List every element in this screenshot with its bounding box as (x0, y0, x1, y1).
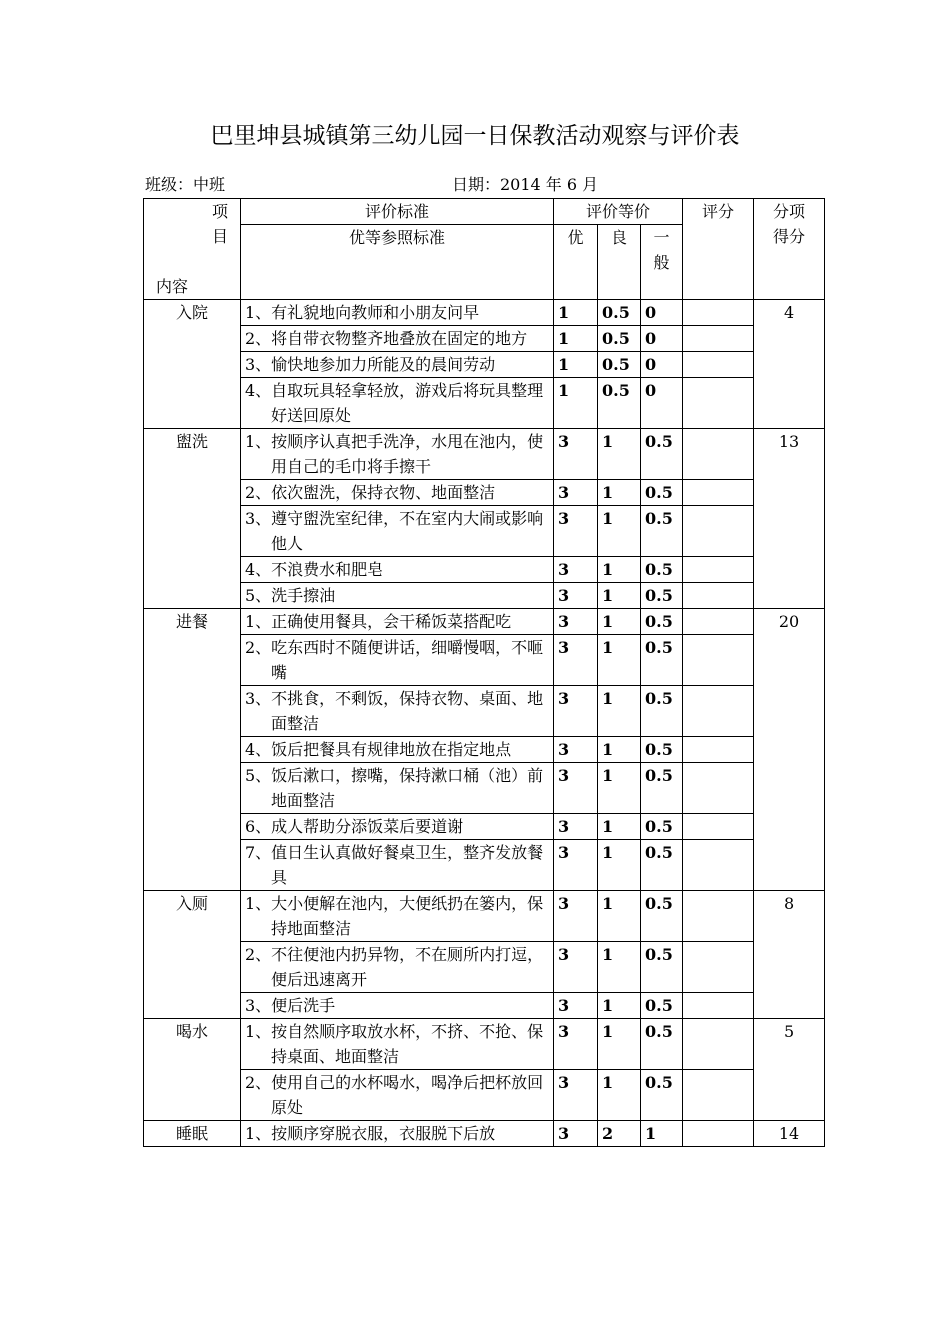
points-excellent: 3 (554, 840, 598, 891)
points-good: 1 (598, 942, 641, 993)
section-name: 喝水 (144, 1019, 241, 1121)
points-good: 1 (598, 686, 641, 737)
table-row (144, 352, 825, 378)
section-name: 入厕 (144, 891, 241, 1019)
score-cell[interactable] (683, 993, 754, 1019)
header-fair-line2: 般 (653, 253, 670, 272)
points-excellent: 3 (554, 737, 598, 763)
criterion-text: 2、吃东西时不随便讲话，细嚼慢咽，不咂嘴 (245, 638, 544, 682)
header-fair-line1: 一 (653, 228, 670, 247)
table-row (144, 326, 825, 352)
criterion-cell (241, 583, 554, 609)
points-good: 1 (598, 763, 641, 814)
criterion-cell (241, 737, 554, 763)
criterion-text: 3、遵守盥洗室纪律，不在室内大闹或影响他人 (245, 509, 544, 553)
points-fair: 1 (641, 1121, 683, 1147)
score-cell[interactable] (683, 378, 754, 429)
points-good: 1 (598, 737, 641, 763)
section-name: 入院 (144, 300, 241, 429)
points-good: 1 (598, 609, 641, 635)
points-excellent: 3 (554, 429, 598, 480)
points-good: 1 (598, 480, 641, 506)
points-fair: 0.5 (641, 891, 683, 942)
points-good: 1 (598, 993, 641, 1019)
table-row (144, 763, 825, 814)
header-row-1 (144, 199, 825, 225)
points-fair: 0.5 (641, 814, 683, 840)
table-row (144, 891, 825, 942)
points-good: 0.5 (598, 300, 641, 326)
points-fair: 0.5 (641, 737, 683, 763)
points-excellent: 3 (554, 763, 598, 814)
criterion-cell (241, 480, 554, 506)
points-excellent: 3 (554, 480, 598, 506)
points-fair: 0.5 (641, 635, 683, 686)
table-row (144, 583, 825, 609)
score-cell[interactable] (683, 429, 754, 480)
points-good: 1 (598, 1070, 641, 1121)
criterion-cell (241, 814, 554, 840)
criterion-cell (241, 942, 554, 993)
points-fair: 0.5 (641, 583, 683, 609)
points-excellent: 3 (554, 583, 598, 609)
score-cell[interactable] (683, 942, 754, 993)
table-row (144, 378, 825, 429)
criterion-text: 2、依次盥洗，保持衣物、地面整洁 (245, 483, 496, 502)
header-item-line3: 内容 (156, 277, 189, 296)
table-row (144, 429, 825, 480)
section-subtotal: 14 (754, 1121, 825, 1147)
score-cell[interactable] (683, 557, 754, 583)
page-title: 巴里坤县城镇第三幼儿园一日保教活动观察与评价表 (210, 123, 740, 149)
criterion-text: 4、饭后把餐具有规律地放在指定地点 (245, 740, 512, 759)
points-good: 1 (598, 635, 641, 686)
criterion-cell (241, 609, 554, 635)
criterion-text: 1、大小便解在池内，大便纸扔在篓内，保持地面整洁 (245, 894, 544, 938)
criterion-text: 7、值日生认真做好餐桌卫生，整齐发放餐具 (245, 843, 544, 887)
header-item-line2: 目 (211, 227, 228, 246)
points-fair: 0.5 (641, 686, 683, 737)
points-excellent: 3 (554, 891, 598, 942)
table-row (144, 1070, 825, 1121)
criterion-cell (241, 763, 554, 814)
score-cell[interactable] (683, 1070, 754, 1121)
criterion-cell (241, 1019, 554, 1070)
points-good: 1 (598, 583, 641, 609)
points-fair: 0.5 (641, 840, 683, 891)
points-good: 1 (598, 429, 641, 480)
points-good: 1 (598, 814, 641, 840)
criterion-text: 1、按自然顺序取放水杯，不挤、不抢、保持桌面、地面整洁 (245, 1022, 544, 1066)
points-fair: 0.5 (641, 429, 683, 480)
criterion-cell (241, 635, 554, 686)
class-label: 班级：中班 (145, 175, 226, 194)
score-cell[interactable] (683, 891, 754, 942)
criterion-cell (241, 352, 554, 378)
section-subtotal: 4 (754, 300, 825, 429)
table-row (144, 1121, 825, 1147)
points-good: 0.5 (598, 352, 641, 378)
points-good: 1 (598, 840, 641, 891)
criterion-cell (241, 506, 554, 557)
header-subtotal-line2: 得分 (773, 227, 806, 246)
table-row (144, 635, 825, 686)
criterion-text: 2、使用自己的水杯喝水，喝净后把杯放回原处 (245, 1073, 544, 1117)
table-row (144, 942, 825, 993)
score-cell[interactable] (683, 737, 754, 763)
score-cell[interactable] (683, 609, 754, 635)
criterion-cell (241, 686, 554, 737)
score-cell[interactable] (683, 300, 754, 326)
table-row (144, 814, 825, 840)
evaluation-table (143, 198, 825, 1147)
points-excellent: 3 (554, 993, 598, 1019)
points-fair: 0.5 (641, 942, 683, 993)
points-good: 2 (598, 1121, 641, 1147)
criterion-text: 2、将自带衣物整齐地叠放在固定的地方 (245, 329, 528, 348)
points-excellent: 3 (554, 506, 598, 557)
score-cell[interactable] (683, 635, 754, 686)
criterion-text: 4、自取玩具轻拿轻放，游戏后将玩具整理好送回原处 (245, 381, 544, 425)
table-row (144, 609, 825, 635)
criterion-text: 5、洗手擦油 (245, 586, 336, 605)
table-row (144, 737, 825, 763)
criterion-text: 6、成人帮助分添饭菜后要道谢 (245, 817, 464, 836)
points-excellent: 1 (554, 326, 598, 352)
score-cell[interactable] (683, 686, 754, 737)
section-name: 睡眠 (144, 1121, 241, 1147)
criterion-cell (241, 1121, 554, 1147)
criterion-text: 3、愉快地参加力所能及的晨间劳动 (245, 355, 496, 374)
section-name: 盥洗 (144, 429, 241, 609)
header-item-cell (144, 199, 241, 300)
score-cell[interactable] (683, 840, 754, 891)
points-fair: 0.5 (641, 1070, 683, 1121)
criterion-cell (241, 840, 554, 891)
points-excellent: 3 (554, 1070, 598, 1121)
criterion-cell (241, 557, 554, 583)
points-excellent: 3 (554, 609, 598, 635)
criterion-text: 5、饭后漱口，擦嘴，保持漱口桶（池）前地面整洁 (245, 766, 544, 810)
date-label: 日期：2014 年 6 月 (452, 175, 599, 194)
header-good: 良 (598, 225, 641, 300)
section-subtotal: 13 (754, 429, 825, 609)
points-excellent: 3 (554, 814, 598, 840)
header-subtotal-line1: 分项 (773, 202, 806, 221)
score-cell[interactable] (683, 763, 754, 814)
points-excellent: 1 (554, 352, 598, 378)
criterion-text: 3、不挑食，不剩饭，保持衣物、桌面、地面整洁 (245, 689, 544, 733)
criterion-text: 2、不往便池内扔异物，不在厕所内打逗，便后迅速离开 (245, 945, 544, 989)
points-fair: 0 (641, 378, 683, 429)
section-subtotal: 5 (754, 1019, 825, 1121)
points-fair: 0 (641, 352, 683, 378)
criterion-cell (241, 326, 554, 352)
table-row (144, 506, 825, 557)
section-name: 进餐 (144, 609, 241, 891)
section-subtotal: 8 (754, 891, 825, 1019)
points-excellent: 3 (554, 942, 598, 993)
points-fair: 0.5 (641, 763, 683, 814)
points-good: 0.5 (598, 326, 641, 352)
table-row (144, 480, 825, 506)
criterion-text: 1、有礼貌地向教师和小朋友问早 (245, 303, 480, 322)
points-fair: 0.5 (641, 506, 683, 557)
header-excellent: 优 (554, 225, 598, 300)
points-good: 1 (598, 891, 641, 942)
score-cell[interactable] (683, 1019, 754, 1070)
criterion-cell (241, 300, 554, 326)
score-cell[interactable] (683, 480, 754, 506)
points-good: 1 (598, 557, 641, 583)
table-row (144, 993, 825, 1019)
criterion-cell (241, 429, 554, 480)
header-score (683, 199, 754, 300)
points-fair: 0 (641, 326, 683, 352)
points-fair: 0.5 (641, 993, 683, 1019)
criterion-cell (241, 891, 554, 942)
points-fair: 0.5 (641, 609, 683, 635)
header-grade: 评价等价 (554, 199, 683, 225)
score-cell[interactable] (683, 326, 754, 352)
header-standard: 评价标准 (241, 199, 554, 225)
criterion-text: 4、不浪费水和肥皂 (245, 560, 384, 579)
points-fair: 0.5 (641, 480, 683, 506)
header-fair (641, 225, 683, 300)
header-score-label: 评分 (702, 202, 735, 221)
table-row (144, 840, 825, 891)
points-good: 1 (598, 506, 641, 557)
score-cell[interactable] (683, 352, 754, 378)
section-subtotal: 20 (754, 609, 825, 891)
criterion-text: 1、按顺序穿脱衣服，衣服脱下后放 (245, 1124, 496, 1143)
points-excellent: 3 (554, 1019, 598, 1070)
table-row (144, 686, 825, 737)
header-subtotal (754, 199, 825, 300)
header-item-line1: 项 (211, 202, 228, 221)
header-standard-sub: 优等参照标准 (241, 225, 554, 300)
criterion-text: 1、按顺序认真把手洗净，水甩在池内，使用自己的毛巾将手擦干 (245, 432, 544, 476)
points-fair: 0.5 (641, 1019, 683, 1070)
points-excellent: 1 (554, 378, 598, 429)
points-excellent: 3 (554, 557, 598, 583)
criterion-cell (241, 1070, 554, 1121)
points-good: 1 (598, 1019, 641, 1070)
criterion-text: 1、正确使用餐具，会干稀饭菜搭配吃 (245, 612, 512, 631)
criterion-cell (241, 378, 554, 429)
table-row (144, 1019, 825, 1070)
criterion-cell (241, 993, 554, 1019)
table-row (144, 557, 825, 583)
points-excellent: 3 (554, 686, 598, 737)
points-fair: 0 (641, 300, 683, 326)
score-cell[interactable] (683, 583, 754, 609)
score-cell[interactable] (683, 814, 754, 840)
criterion-text: 3、便后洗手 (245, 996, 336, 1015)
points-excellent: 3 (554, 1121, 598, 1147)
score-cell[interactable] (683, 506, 754, 557)
points-fair: 0.5 (641, 557, 683, 583)
points-excellent: 3 (554, 635, 598, 686)
score-cell[interactable] (683, 1121, 754, 1147)
table-row (144, 300, 825, 326)
points-good: 0.5 (598, 378, 641, 429)
points-excellent: 1 (554, 300, 598, 326)
